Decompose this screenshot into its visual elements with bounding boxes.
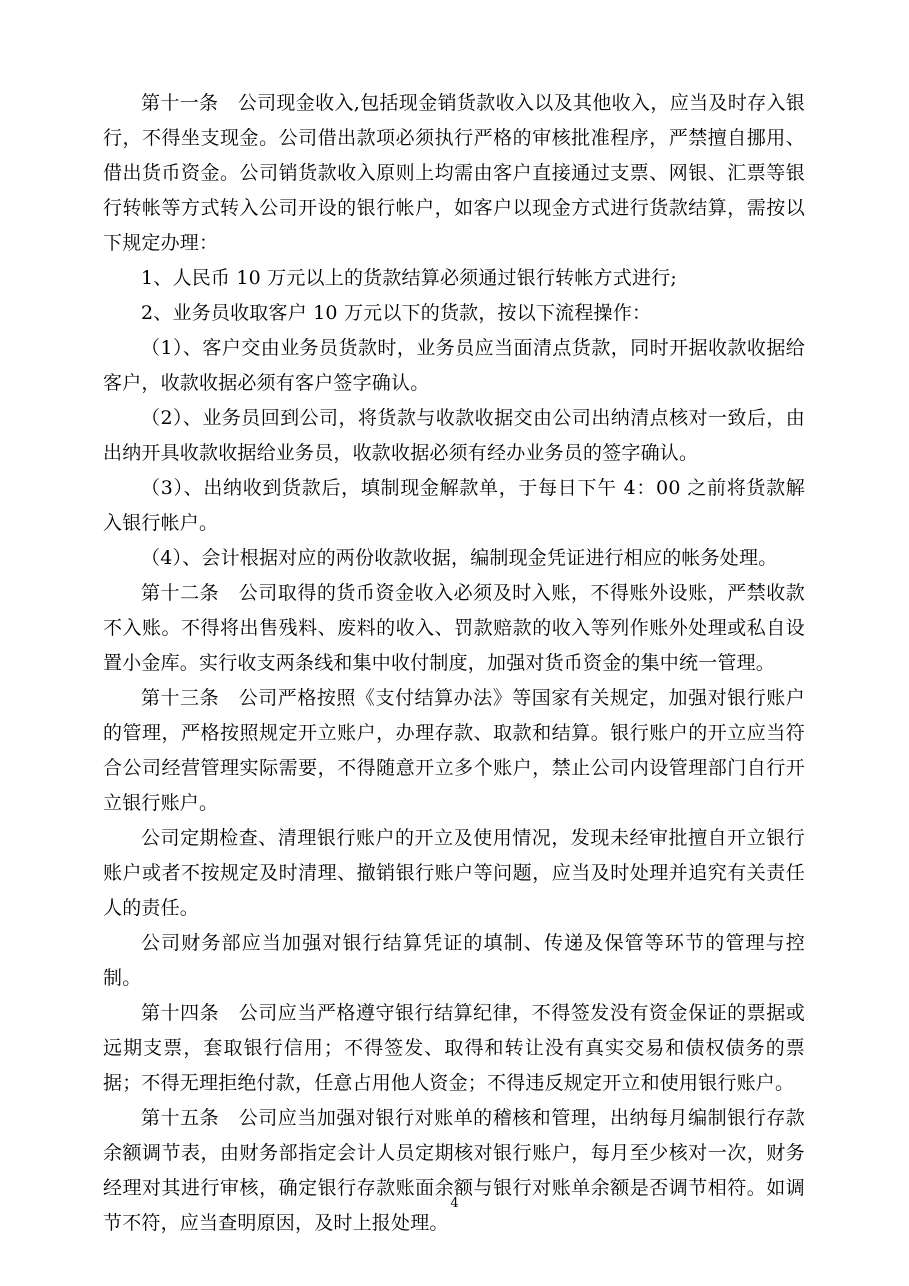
document-body bbox=[103, 86, 805, 1241]
rule-2-paragraph: 2、业务员收取客户 10 万元以下的货款，按以下流程操作： bbox=[141, 302, 652, 324]
article-15-paragraph: 第十五条 公司应当加强对银行对账单的稽核和管理，出纳每月编制银行存款余额调节表，由财务部指定会计人员定期核对银行账户，每月至少核对一次，财务经理对其进行审核，确定银行存款账面余额与银行对账单余额是否调节相符。如调节不符，应当查明原因，及时上报处理。 bbox=[103, 1107, 805, 1234]
article-13-paragraph: 第十三条 公司严格按照《支付结算办法》等国家有关规定，加强对银行账户的管理，严格按照规定开立账户，办理存款、取款和结算。银行账户的开立应当符合公司经营管理实际需要，不得随意开立多个账户，禁止公司内设管理部门自行开立银行账户。 bbox=[103, 687, 805, 814]
step-3-paragraph: （3）、出纳收到货款后，填制现金解款单，于每日下午 4：00 之前将货款解入银行帐户。 bbox=[103, 477, 805, 534]
step-2-paragraph: （2）、业务员回到公司，将货款与收款收据交由公司出纳清点核对一致后，由出纳开具收款收据给业务员，收款收据必须有经办业务员的签字确认。 bbox=[103, 407, 805, 464]
step-4-paragraph: （4）、会计根据对应的两份收款收据，编制现金凭证进行相应的帐务处理。 bbox=[141, 547, 778, 569]
finance-control-paragraph: 公司财务部应当加强对银行结算凭证的填制、传递及保管等环节的管理与控制。 bbox=[103, 932, 805, 989]
rule-1-paragraph: 1、人民币 10 万元以上的货款结算必须通过银行转帐方式进行; bbox=[141, 267, 677, 289]
article-14-paragraph: 第十四条 公司应当严格遵守银行结算纪律，不得签发没有资金保证的票据或远期支票，套取银行信用；不得签发、取得和转让没有真实交易和债权债务的票据；不得无理拒绝付款，任意占用他人资金；不得违反规定开立和使用银行账户。 bbox=[103, 1002, 805, 1094]
account-check-paragraph: 公司定期检查、清理银行账户的开立及使用情况，发现未经审批擅自开立银行账户或者不按规定及时清理、撤销银行账户等问题，应当及时处理并追究有关责任人的责任。 bbox=[103, 827, 805, 919]
page-number: 4 bbox=[450, 1196, 459, 1211]
article-12-paragraph: 第十二条 公司取得的货币资金收入必须及时入账，不得账外设账，严禁收款不入账。不得将出售残料、废料的收入、罚款赔款的收入等列作账外处理或私自设置小金库。实行收支两条线和集中收付制度，加强对货币资金的集中统一管理。 bbox=[103, 582, 805, 674]
article-11-paragraph: 第十一条 公司现金收入,包括现金销货款收入以及其他收入，应当及时存入银行，不得坐支现金。公司借出款项必须执行严格的审核批准程序，严禁擅自挪用、借出货币资金。公司销货款收入原则上均需由客户直接通过支票、网银、汇票等银行转帐等方式转入公司开设的银行帐户，如客户以现金方式进行货款结算，需按以下规定办理： bbox=[103, 92, 805, 254]
step-1-paragraph: （1）、客户交由业务员货款时，业务员应当面清点货款，同时开据收款收据给客户，收款收据必须有客户签字确认。 bbox=[103, 337, 805, 394]
